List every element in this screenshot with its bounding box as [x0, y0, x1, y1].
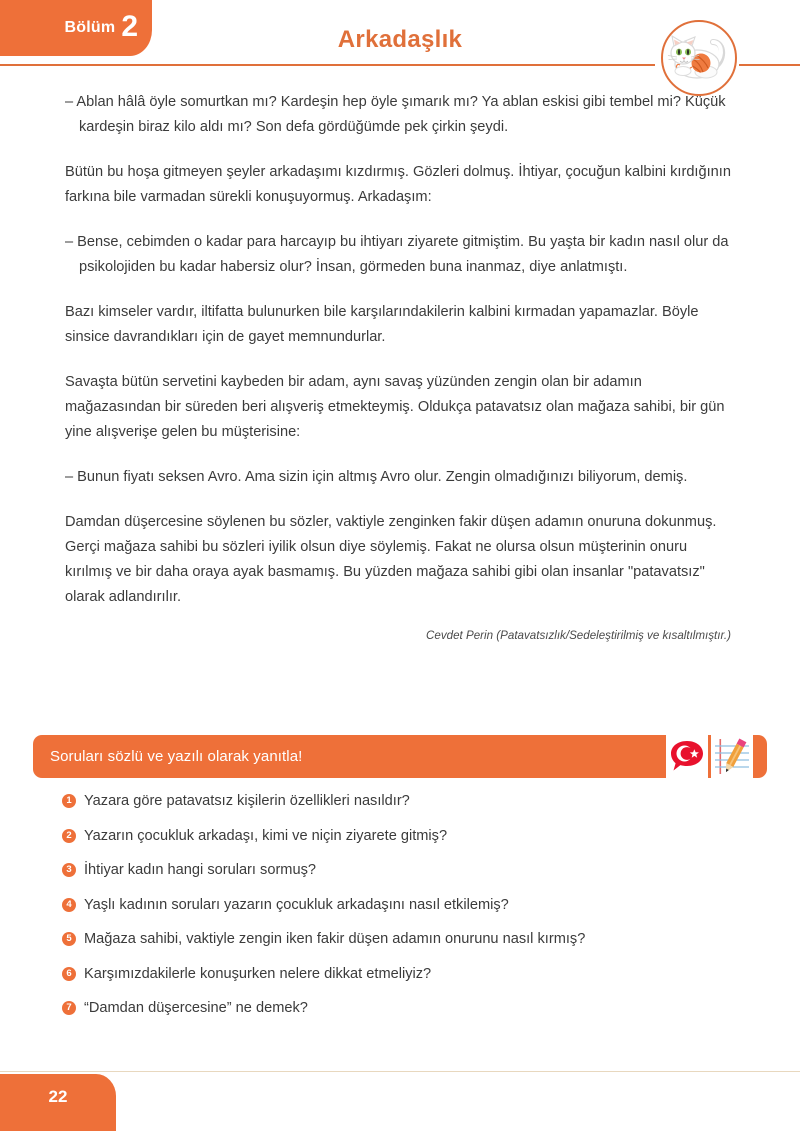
source-attribution: Cevdet Perin (Patavatsızlık/Sedeleştirilmiş ve kısaltılmıştır.) [426, 629, 731, 642]
list-item [62, 894, 762, 916]
question-text: Yaşlı kadının soruları yazarın çocukluk arkadaşını nasıl etkilemiş? [84, 896, 509, 913]
question-number: 6 [62, 967, 76, 981]
question-number: 1 [62, 794, 76, 808]
paragraph: Damdan düşercesine söylenen bu sözler, vaktiyle zenginken fakir düşen adamın onuruna dokunmuş. Gerçi mağaza sahibi bu sözleri iyilik olsun diye söylemiş. Fakat ne olursa olsun müşterinin onuru kırılmış ve bir daha oraya ayak basmamış. Bu yüzden mağaza sahibi gibi olan insanlar "patavatsız" olarak adlandırılır. [65, 514, 717, 605]
question-text: “Damdan düşercesine” ne demek? [84, 1000, 308, 1016]
chapter-number: 2 [121, 10, 138, 43]
notepad-pencil-icon [711, 735, 753, 778]
activity-instruction: Soruları sözlü ve yazılı olarak yanıtla! [50, 748, 303, 765]
list-item [62, 963, 762, 985]
question-number: 2 [62, 829, 76, 843]
paragraph: Savaşta bütün servetini kaybeden bir adam, aynı savaş yüzünden zengin olan bir adamın mağazasından bir süreden beri alışveriş etmekteymiş. Oldukça patavatsız olan mağaza sahibi, bir gün yine alışverişe gelen bu müşterisine: [65, 374, 725, 440]
question-number: 5 [62, 932, 76, 946]
paragraph: Bazı kimseler vardır, iltifatta bulunurken bile karşılarındakilerin kalbini kırmadan yapamazlar. Böyle sinsice davrandıkları için de gayet memnundurlar. [65, 304, 699, 345]
paragraph: Bütün bu hoşa gitmeyen şeyler arkadaşımı kızdırmış. Gözleri dolmuş. İhtiyar, çocuğun kalbini kırdığının farkına bile varmadan sürekli konuşuyormuş. Arkadaşım: [65, 164, 731, 205]
question-text: Yazara göre patavatsız kişilerin özellikleri nasıldır? [84, 793, 410, 809]
page-number-badge [0, 1074, 116, 1131]
activity-icon-group [666, 735, 767, 778]
list-item [62, 928, 762, 950]
cat-with-yarn-icon [661, 20, 737, 96]
paragraph: – Ablan hâlâ öyle somurtkan mı? Kardeşin hep öyle şımarık mı? Ya ablan eskisi gibi tembel mi? Küçük kardeşin biraz kilo aldı mı? Son defa gördüğümde pek çirkin şeydi. [65, 94, 726, 135]
page-header [0, 0, 800, 96]
list-item [62, 859, 762, 881]
paragraph: – Bunun fiyatı seksen Avro. Ama sizin için altmış Avro olur. Zengin olmadığınızı biliyorum, demiş. [65, 469, 688, 485]
list-item [62, 997, 762, 1019]
footer-divider [0, 1071, 800, 1072]
page-title: Arkadaşlık [337, 26, 463, 53]
question-list [62, 790, 762, 1032]
chapter-label: Bölüm [64, 18, 116, 36]
question-number: 4 [62, 898, 76, 912]
list-item [62, 790, 762, 812]
question-number: 7 [62, 1001, 76, 1015]
page-number: 22 [48, 1087, 68, 1106]
question-text: Karşımızdakilerle konuşurken nelere dikkat etmeliyiz? [84, 965, 432, 982]
question-text: Mağaza sahibi, vaktiyle zengin iken fakir düşen adamın onurunu nasıl kırmış? [84, 931, 586, 947]
activity-banner [33, 735, 767, 778]
speech-bubble-turkish-flag-icon [666, 735, 708, 778]
list-item [62, 825, 762, 847]
question-text: İhtiyar kadın hangi soruları sormuş? [84, 862, 316, 878]
reading-text [65, 90, 737, 642]
question-text: Yazarın çocukluk arkadaşı, kimi ve niçin ziyarete gitmiş? [84, 827, 448, 844]
paragraph: – Bense, cebimden o kadar para harcayıp bu ihtiyarı ziyarete gitmiştim. Bu yaşta bir kadın nasıl olur da psikolojiden bu kadar habersiz olur? İnsan, görmeden buna inanmaz, diye anlatmıştı. [65, 234, 729, 275]
question-number: 3 [62, 863, 76, 877]
